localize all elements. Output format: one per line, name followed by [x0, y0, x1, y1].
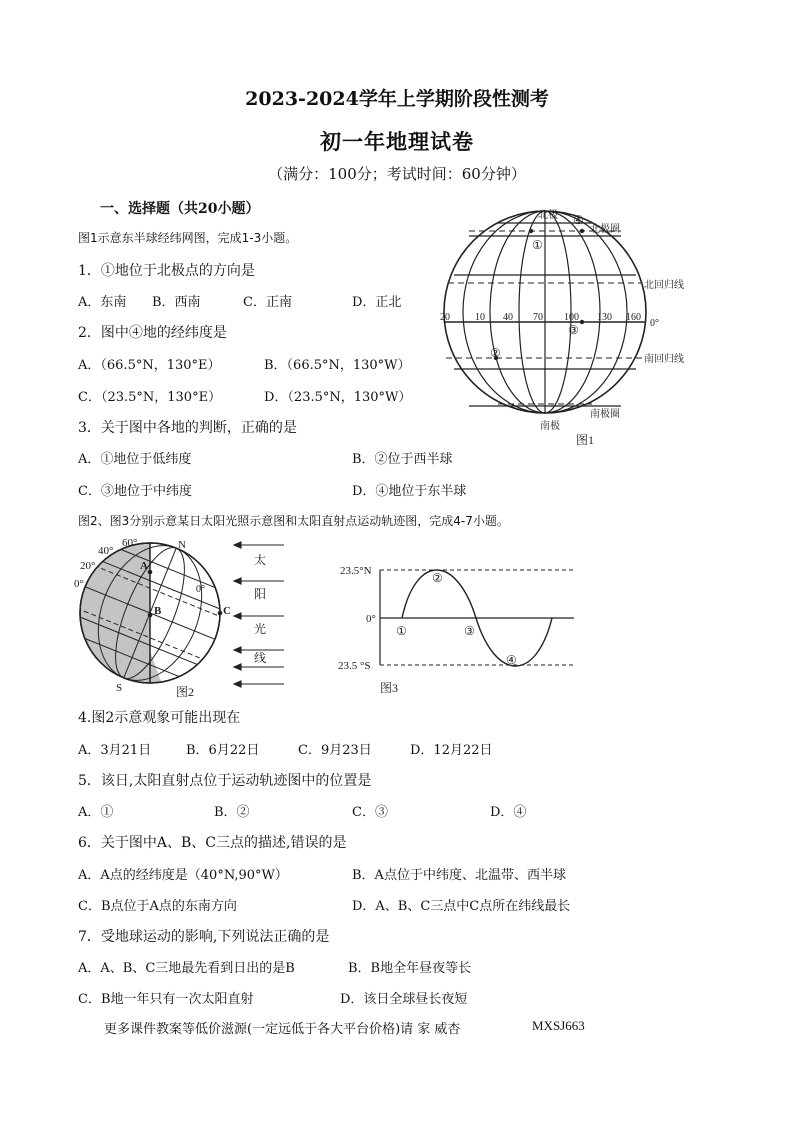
lat-label: 20°	[80, 560, 96, 572]
y-label-north: 23.5°N	[340, 565, 372, 577]
footer-text: 更多课件教案等低价滋源(一定远低于各大平台价格)请 家 威杏	[104, 1022, 461, 1037]
lon-label: 20	[440, 312, 450, 323]
point-3-label: ③	[568, 323, 579, 337]
option: A．3月21日	[78, 743, 152, 758]
option: D．12月22日	[410, 743, 493, 758]
lon-label: 10	[475, 312, 485, 323]
option: D．（23.5°N，130°W）	[264, 390, 412, 405]
option: D．正北	[352, 295, 402, 310]
south-pole-label: 南极	[540, 421, 560, 432]
point-2-label: ②	[490, 346, 501, 360]
option: A．东南	[78, 295, 127, 310]
option: C．正南	[243, 295, 292, 310]
point-a-label: A	[140, 560, 148, 572]
question-stem: 6．关于图中A、B、C三点的描述,错误的是	[78, 835, 347, 851]
north-label: N	[178, 539, 186, 551]
north-pole-label: 北极	[538, 210, 558, 221]
option: B．6月22日	[186, 743, 260, 758]
question-stem: 1．①地位于北极点的方向是	[78, 263, 255, 279]
option: C．（23.5°N，130°E）	[78, 390, 222, 405]
tropic-of-cancer-label: 北回归线	[644, 280, 684, 291]
point-1-label: ①	[532, 238, 543, 252]
footer-code: MXSJ663	[532, 1018, 585, 1033]
option: C．9月23日	[298, 743, 372, 758]
intro-fig1: 图1示意东半球经纬网图，完成1-3小题。	[78, 231, 298, 245]
option: A．A、B、C三地最先看到日出的是B	[78, 961, 295, 976]
lon-label: 40	[503, 312, 513, 323]
option: C．B地一年只有一次太阳直射	[78, 992, 254, 1007]
option: D．A、B、C三点中C点所在纬线最长	[352, 899, 571, 914]
question-stem: 7．受地球运动的影响,下列说法正确的是	[78, 929, 330, 945]
sun-ray-char: 太	[254, 553, 267, 567]
track-point-1: ①	[396, 624, 407, 638]
option: B．②	[214, 805, 250, 820]
sun-ray-char: 阳	[254, 587, 267, 601]
option: B．B地全年昼夜等长	[348, 961, 472, 976]
lon-label: 100	[564, 312, 579, 323]
option: A．①地位于低纬度	[78, 452, 192, 467]
lon-label: 130	[597, 312, 612, 323]
y-label-south: 23.5 °S	[338, 660, 371, 672]
track-point-3: ③	[464, 624, 475, 638]
question-stem: 4.图2示意观象可能出现在	[78, 710, 241, 726]
zero-lon-label: 0°	[650, 318, 659, 329]
intro-fig23: 图2、图3分别示意某日太阳光照示意图和太阳直射点运动轨迹图，完成4-7小题。	[78, 514, 509, 528]
question-stem: 3．关于图中各地的判断，正确的是	[78, 420, 297, 436]
option: D．④地位于东半球	[352, 484, 467, 499]
figure-2-caption: 图2	[176, 685, 195, 699]
point-c-label: C	[223, 605, 231, 617]
sun-ray-char: 光	[254, 622, 267, 636]
option: D．该日全球昼长夜短	[340, 992, 468, 1007]
sun-ray-char: 线	[254, 651, 267, 665]
section-title: 一、选择题（共20小题）	[100, 201, 260, 217]
figure-1-caption: 图1	[576, 433, 595, 447]
exam-subtitle: 初一年地理试卷	[320, 129, 474, 154]
track-point-4: ④	[506, 653, 517, 667]
option: C．B点位于A点的东南方向	[78, 899, 237, 914]
option: C．③地位于中纬度	[78, 484, 192, 499]
point-4-label: ④	[573, 213, 584, 227]
question-stem: 2．图中④地的经纬度是	[78, 325, 227, 341]
figure-3-subsolar-track	[336, 558, 580, 698]
lat-label: 60°	[122, 537, 138, 549]
option: B．②位于西半球	[352, 452, 453, 467]
track-point-2: ②	[432, 571, 443, 585]
lon-label: 70	[533, 312, 543, 323]
point-b-label: B	[154, 605, 162, 617]
option: D．④	[490, 805, 527, 820]
option: A．（66.5°N，130°E）	[78, 358, 221, 373]
figure-1-graticule	[432, 206, 692, 456]
zero-meridian-label: 0°	[196, 584, 205, 595]
lat-label: 0°	[74, 578, 84, 590]
option: A．①	[78, 805, 114, 820]
figure-2-illumination	[72, 534, 292, 704]
question-stem: 5．该日,太阳直射点位于运动轨迹图中的位置是	[78, 773, 372, 789]
lon-label: 160	[626, 312, 641, 323]
option: B．西南	[152, 295, 201, 310]
y-label-equator: 0°	[366, 613, 376, 625]
tropic-of-capricorn-label: 南回归线	[644, 354, 684, 365]
option: B．（66.5°N，130°W）	[264, 358, 411, 373]
exam-note: （满分：100分；考试时间：60分钟）	[268, 165, 526, 183]
option: B．A点位于中纬度、北温带、西半球	[352, 868, 566, 883]
figure-3-caption: 图3	[380, 681, 399, 695]
south-label: S	[116, 682, 123, 694]
lat-label: 40°	[98, 545, 114, 557]
arctic-circle-label: 北极圈	[590, 224, 620, 235]
antarctic-circle-label: 南极圈	[590, 409, 620, 420]
exam-title: 2023-2024学年上学期阶段性测考	[245, 88, 549, 110]
option: A．A点的经纬度是（40°N,90°W）	[78, 868, 288, 883]
option: C．③	[352, 805, 388, 820]
